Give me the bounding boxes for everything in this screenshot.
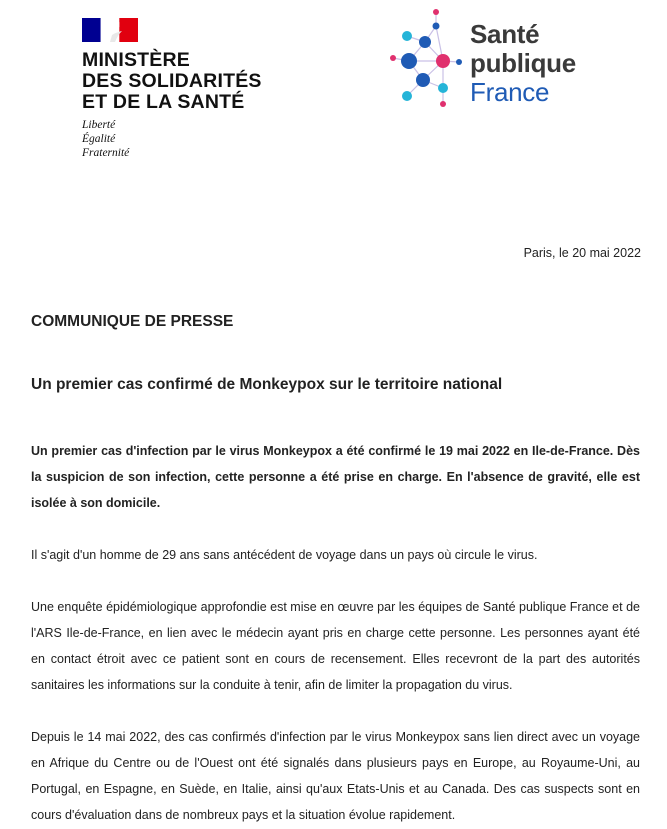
paragraph-context: Depuis le 14 mai 2022, des cas confirmés d'infection par le virus Monkeypox sans lien direct avec un voyage en Afrique du Centre ou de l'Ouest ont été signalés dans plusieurs pays en Europe, au Royaume-Uni, au Portugal, en Espagne, en Suède, en Italie, ainsi qu'aux Etats-Unis et au Canada. Des cas suspects sont en cours d'évaluation dans de nombreux pays et la situation évolue rapidement. (31, 730, 640, 822)
node (416, 73, 430, 87)
network-graph-icon (385, 6, 465, 110)
spf-logo (385, 6, 605, 116)
ministry-name-line-3: ET DE LA SANTÉ (82, 91, 245, 113)
spf-name-france: France (470, 77, 550, 107)
ministry-name-line-1: MINISTÈRE (82, 49, 190, 71)
press-release-label: COMMUNIQUE DE PRESSE (31, 313, 234, 330)
node (401, 53, 417, 69)
node (402, 91, 412, 101)
spf-name (470, 20, 576, 107)
date-line: Paris, le 20 mai 2022 (523, 246, 641, 260)
node (456, 59, 462, 65)
page-title: Un premier cas confirmé de Monkeypox sur le territoire national (31, 376, 503, 393)
ministry-name-line-2: DES SOLIDARITÉS (82, 70, 262, 92)
node (390, 55, 396, 61)
paragraph-intro: Un premier cas d'infection par le virus Monkeypox a été confirmé le 19 mai 2022 en Ile-de-France. Dès la suspicion de son infection, cette personne a été prise en charge. En l'absence de gravité, elle est isolée à son domicile. (31, 444, 640, 510)
motto-egalite: Égalité (82, 133, 116, 145)
spf-name-publique: publique (470, 48, 576, 78)
ministry-logo (82, 18, 292, 168)
motto-liberte: Liberté (82, 119, 116, 131)
node (433, 9, 439, 15)
node (440, 101, 446, 107)
node (436, 54, 450, 68)
node (433, 23, 440, 30)
ministry-name (82, 50, 262, 113)
motto-fraternite: Fraternité (82, 147, 130, 159)
flag-red (119, 18, 138, 42)
flag-blue (82, 18, 101, 42)
paragraph-investigation: Une enquête épidémiologique approfondie est mise en œuvre par les équipes de Santé publique France et de l'ARS Ile-de-France, en lien avec le médecin ayant pris en charge cette personne. Les personnes ayant été en contact étroit avec ce patient sont en cours de recensement. Elles recevront de la part des autorités sanitaires les informations sur la conduite à tenir, afin de limiter la propagation du virus. (31, 600, 640, 692)
paragraph-patient: Il s'agit d'un homme de 29 ans sans antécédent de voyage dans un pays où circule le virus. (31, 548, 538, 562)
republic-motto (82, 118, 129, 160)
marianne-flag-icon (82, 18, 138, 42)
spf-name-sante: Santé (470, 19, 540, 49)
node (438, 83, 448, 93)
node (419, 36, 431, 48)
node (402, 31, 412, 41)
